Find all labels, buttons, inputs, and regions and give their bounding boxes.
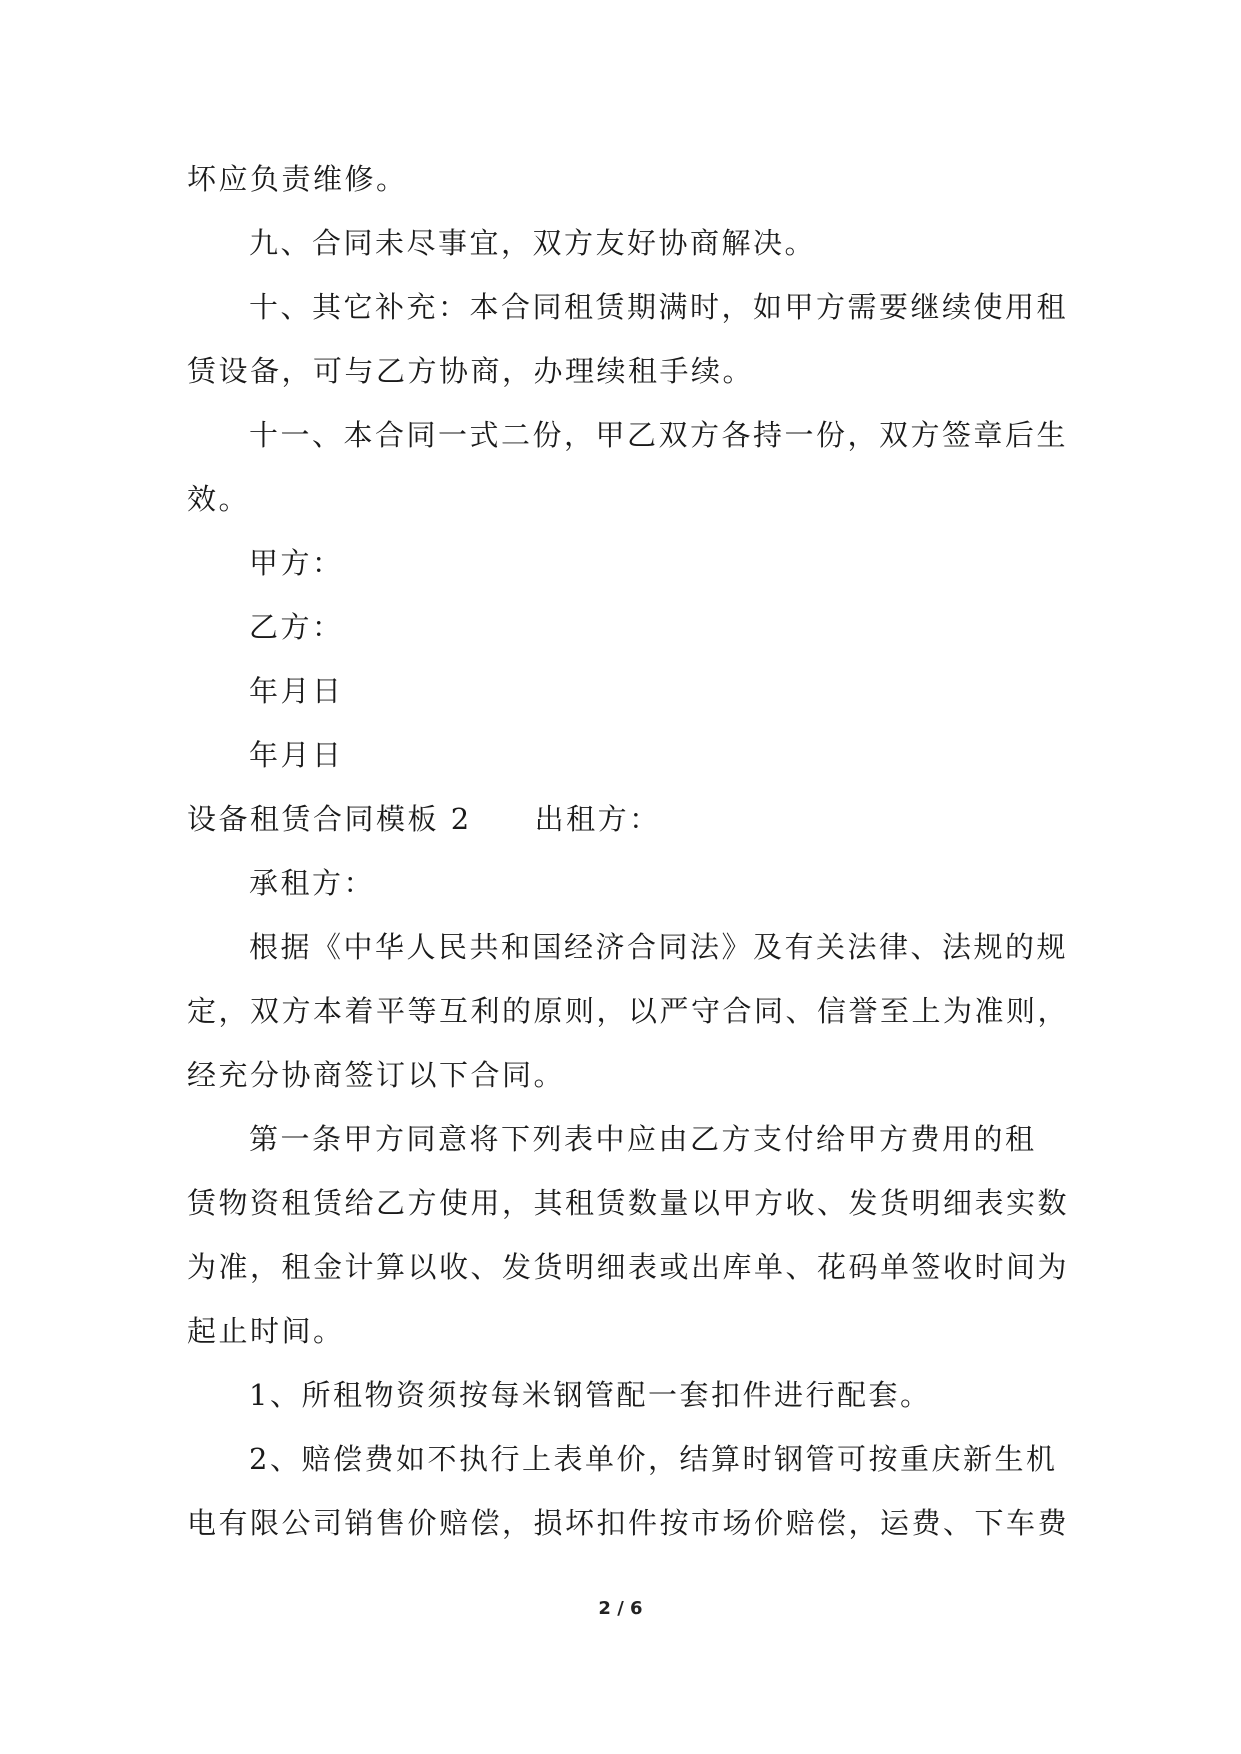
text-line-15: 经充分协商签订以下合同。: [187, 1058, 566, 1092]
text-line-19: 起止时间。: [187, 1314, 345, 1348]
text-line-18: 为准，租金计算以收、发货明细表或出库单、花码单签收时间为: [187, 1250, 1070, 1284]
text-line-3: 十、其它补充：本合同租赁期满时，如甲方需要继续使用租: [249, 290, 1069, 324]
text-line-4: 赁设备，可与乙方协商，办理续租手续。: [187, 354, 755, 388]
text-line-14: 定，双方本着平等互利的原则，以严守合同、信誉至上为准则，: [187, 994, 1070, 1028]
text-line-22: 电有限公司销售价赔偿，损坏扣件按市场价赔偿，运费、下车费: [187, 1506, 1070, 1540]
text-line-20: 1、所租物资须按每米钢管配一套扣件进行配套。: [249, 1378, 932, 1412]
text-line-17: 赁物资租赁给乙方使用，其租赁数量以甲方收、发货明细表实数: [187, 1186, 1070, 1220]
text-line-11: 设备租赁合同模板 2 出租方：: [187, 802, 661, 836]
text-line-2: 九、合同未尽事宜，双方友好协商解决。: [249, 226, 817, 260]
text-line-13: 根据《中华人民共和国经济合同法》及有关法律、法规的规: [249, 930, 1069, 964]
text-line-6: 效。: [187, 482, 251, 516]
text-line-21: 2、赔偿费如不执行上表单价，结算时钢管可按重庆新生机: [249, 1442, 1058, 1476]
text-line-8: 乙方：: [249, 610, 344, 644]
text-line-9: 年月日: [249, 674, 344, 708]
text-line-10: 年月日: [249, 738, 344, 772]
text-line-12: 承租方：: [249, 866, 376, 900]
text-line-7: 甲方：: [249, 546, 344, 580]
text-line-16: 第一条甲方同意将下列表中应由乙方支付给甲方费用的租: [249, 1122, 1037, 1156]
text-line-5: 十一、本合同一式二份，甲乙双方各持一份，双方签章后生: [249, 418, 1069, 452]
page-number: 2 / 6: [598, 1598, 643, 1619]
text-line-1: 坏应负责维修。: [187, 162, 408, 196]
